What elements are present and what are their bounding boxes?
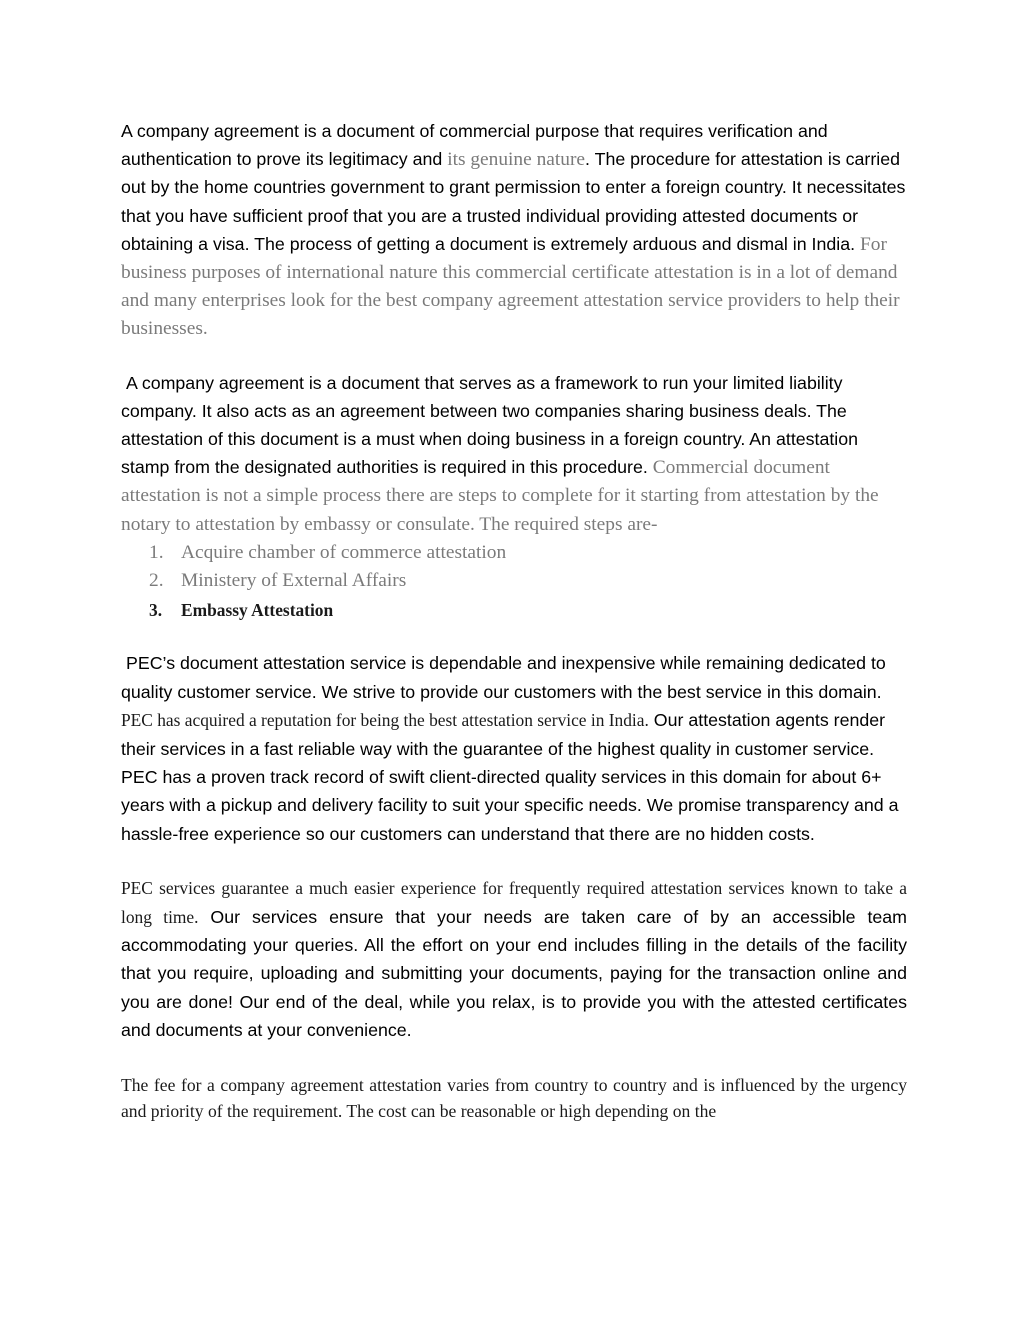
p1-text-a: A company agreement is a document of commercial purpose that requires verification and authentication to prove its legitimacy and [121,121,828,170]
list-item [121,567,907,596]
list-item-text: Acquire chamber of commerce attestation [181,541,507,563]
p3-text-b: PEC has acquired a reputation for being the best attestation service in India. [121,710,649,731]
list-item [121,539,907,568]
list-item-number: 1. [149,541,164,563]
p1-text-c: . The procedure for attestation is carried out by the home countries government to grant permission to enter a foreign country. It necessitates that you have sufficient proof that you are a trusted individual providing attested documents or obtaining a visa. The process of getting a document is extremely arduous and dismal in India. [121,149,906,254]
p2-text-a: A company agreement is a document that serves as a framework to run your limited liability company. It also acts as an agreement between two companies sharing business deals. The attestation of this document is a must when doing business in a foreign country. An attestation stamp from the designated authorities is required in this procedure. [121,372,859,478]
list-item-number: 2. [149,570,164,592]
p4-text-b: Our services ensure that your needs are taken care of by an accessible team accommodating your queries. All the effort on your end includes filling in the details of the facility that you require, uploading and submitting your documents, paying for the transaction online and you are done! Our end of the deal, while you relax, is to provide you with the attested certificates and documents at your convenience. [121,906,907,1041]
list-item-number: 3. [149,599,163,620]
paragraph-1 [121,118,907,344]
paragraph-4 [121,875,907,1045]
p1-text-b: its genuine nature [447,149,586,171]
p2-text-b: Commercial document attestation is not a simple process there are steps to complete for it starting from attestation by the notary to attestation by embassy or consulate. The required steps are- [121,457,879,535]
paragraph-5: The fee for a company agreement attestation varies from country to country and is influenced by the urgency and priority of the requirement. The cost can be reasonable or high depending on the [121,1074,907,1122]
list-item [121,596,907,625]
p4-text-a: PEC services guarantee a much easier experience for frequently required attestation services known to take a long time. [121,878,907,927]
steps-list [121,539,907,625]
p3-text-a: PEC’s document attestation service is dependable and inexpensive while remaining dedicated to quality customer service. We strive to provide our customers with the best service in this domain. [121,653,886,702]
paragraph-2 [121,370,907,539]
paragraph-3 [121,650,907,849]
list-item-text: Embassy Attestation [181,599,334,620]
p3-text-c: Our attestation agents render their services in a fast reliable way with the guarantee of the highest quality in customer service. PEC has a proven track record of swift client-directed quality services in this domain for about 6+ years with a pickup and delivery facility to suit your specific needs. We promise transparency and a hassle-free experience so our customers can understand that there are no hidden costs. [121,710,899,844]
list-item-text: Ministery of External Affairs [181,570,407,592]
p1-text-d: For business purposes of international nature this commercial certificate attestation is in a lot of demand and many enterprises look for the best company agreement attestation service providers to help their businesses. [121,233,900,340]
document-page [121,118,907,1124]
